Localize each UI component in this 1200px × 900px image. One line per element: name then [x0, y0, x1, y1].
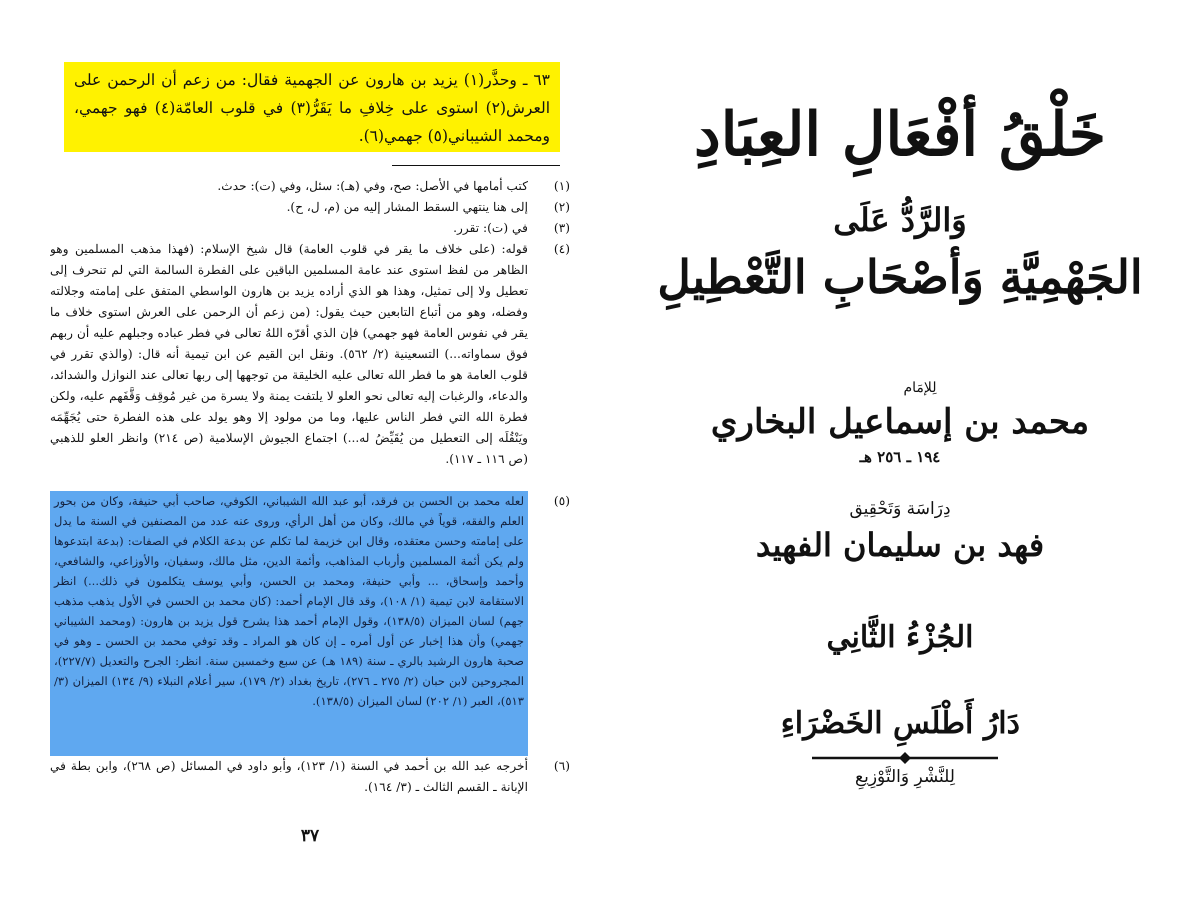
publisher-rule-ornament — [812, 752, 998, 764]
editor-name: فهد بن سليمان الفهيد — [755, 526, 1045, 564]
footnote-text — [50, 197, 528, 218]
footnote-number: (٣) — [553, 221, 570, 235]
footnote-text — [50, 239, 528, 491]
footnotes — [50, 176, 570, 802]
page-number: ٣٧ — [300, 826, 320, 846]
highlighted-main-paragraph: ٦٣ ـ وحذَّر(١) يزيد بن هارون عن الجهمية فقال: من زعم أن الرحمن على العرش(٢) استوى على خِلافِ ما يَقَرُّ(٣) في قلوب العامّة(٤) فهو جهمي، ومحمد الشيباني(٥) جهمي(٦). — [64, 62, 560, 152]
footnote-1 — [50, 176, 570, 197]
footnote-paragraph: إلى هنا ينتهي السقط المشار إليه من (م، ل، ح). — [286, 200, 528, 214]
footnote-number: (٦) — [553, 759, 570, 773]
footnote-divider — [392, 165, 560, 166]
book-subtitle-line-1: وَالرَّدُّ عَلَى — [833, 201, 967, 239]
book-title: خَلْقُ أفْعَالِ العِبَادِ — [694, 100, 1106, 170]
footnote-paragraph: لعله محمد بن الحسن بن فرقد، أبو عبد الله الشيباني، الكوفي، صاحب أبي حنيفة، وكان من بحور العلم والفقه، قوياً في مالك، وكان من أهل الرأي، وروى عنه عدد من المصنفين في السنة ما يدل على إمامته وحسن معتقده، وقال ابن خزيمة لما تكلم عن بدعة الكلام في الصفات: (بدعة ابتدعوها ولم يكن أئمة المسلمين وأرباب المذاهب، وأئمة الدين، مثل مالك، وسفيان، والأوزاعي، والشافعي، وأحمد وإسحاق، ... وأبي حنيفة، ومحمد بن الحسن، وأبي يوسف يتكلمون في ذلك...) انظر الاستقامة لابن تيمية (١/ ١٠٨)، وقد قال الإمام أحمد: (كان محمد بن الحسن في الأول يذهب مذهب جهم) لسان الميزان (١٣٨/٥)، وقول الإمام أحمد هذا يشرح قول يزيد بن هارون: (ومحمد الشيباني جهمي) وأن هذا إخبار عن أول أمره ـ إن كان هو المراد ـ وقد توفي محمد بن الحسن ـ وهو في صحبة هارون الرشيد بالري ـ سنة (١٨٩ هـ) عن سبع وخمسين سنة. انظر: الجرح والتعديل (٢٢٧/٧)، المجروحين لابن حبان (٢/ ٢٧٥ ـ ٢٧٦)، تاريخ بغداد (٢/ ١٧٩)، سير أعلام النبلاء (٩/ ١٣٤) الميزان (٣/ ٥١٣)، العبر (١/ ٢٠٢) لسان الميزان (١٣٨/٥). — [54, 494, 524, 708]
footnote-3 — [50, 218, 570, 239]
publisher-name: دَارُ أَطْلَسِ الخَضْرَاءِ — [780, 706, 1020, 741]
footnote-text — [50, 218, 528, 239]
footnote-2 — [50, 197, 570, 218]
footnote-number: (٥) — [553, 494, 570, 508]
book-subtitle-line-2: الجَهْمِيَّةِ وَأصْحَابِ التَّعْطِيلِ — [657, 250, 1143, 304]
footnote-paragraph: في (ت): تقرر. — [453, 221, 528, 235]
imam-label: لِلإمَام — [903, 380, 937, 396]
highlighted-footnote-text — [50, 491, 528, 756]
footnote-number: (٢) — [553, 200, 570, 214]
publisher-tagline: لِلنَّشْرِ وَالتَّوْزِيعِ — [855, 767, 955, 787]
author-name: محمد بن إسماعيل البخاري — [710, 402, 1090, 442]
footnote-6 — [50, 756, 570, 802]
footnote-text — [50, 176, 528, 197]
title-page — [600, 0, 1200, 900]
footnote-paragraph: أخرجه عبد الله بن أحمد في السنة (١/ ١٢٣)، وأبو داود في المسائل (ص ٢٦٨)، وابن بطة في الإبانة ـ القسم الثالث ـ (٣/ ١٦٤). — [50, 759, 528, 794]
study-label: دِرَاسَة وَتَحْقِيق — [849, 499, 951, 519]
footnote-5 — [50, 491, 570, 756]
volume-label: الجُزْءُ الثَّانِي — [826, 620, 974, 655]
footnote-paragraph: كتب أمامها في الأصل: صح، وفي (هـ): سئل، وفي (ت): حدث. — [217, 179, 528, 193]
footnote-paragraph: قوله: (على خلاف ما يقر في قلوب العامة) قال شيخ الإسلام: (فهذا مذهب المسلمين وهو الظاهر من لفظ استوى عند عامة المسلمين الباقين على الفطرة السالمة التي لم تنحرف إلى تعطيل ولا إلى تمثيل، وهذا هو الذي أراده يزيد بن هارون الواسطي المتفق على إمامته وجلالته وفضله، وهو من أتباع التابعين حيث يقول: (من زعم أن الرحمن على العرش استوى خلاف ما يقر في نفوس العامة فهو جهمي) فإن الذي أقرّه اللهُ تعالى في فطر عباده وجبلهم عليه أن ربهم فوق سماواته...) التسعينية (٢/ ٥٦٢). ونقل ابن القيم عن ابن تيمية أنه قال: (والذي تقرر في قلوب العامة هو ما فطر الله تعالى عليه الخليقة من توجهها إلى ربها تعالى عند النوازل والشدائد، والدعاء، والرغبات إليه تعالى نحو العلو لا يلتفت يمنة ولا يسرة من غير مُوقِف وَقَّفَهم عليه، ولكن فطرة الله التي فطر الناس عليها، وما من مولود إلا وهو يولد على هذه الفطرة حتى يُجَهِّمَه ويَنْقُلَه إلى التعطيل من يُقَيِّضُ له...) اجتماع الجيوش الإسلامية (ص ٢١٤) وانظر العلو للذهبي (ص ١١٦ ـ ١١٧). — [50, 242, 528, 466]
footnote-4 — [50, 239, 570, 491]
publisher-logo — [780, 700, 1020, 810]
footnote-number: (١) — [553, 179, 570, 193]
footnote-text — [50, 756, 528, 802]
footnote-number: (٤) — [553, 242, 570, 256]
author-dates: ١٩٤ ـ ٢٥٦ هـ — [859, 448, 941, 466]
